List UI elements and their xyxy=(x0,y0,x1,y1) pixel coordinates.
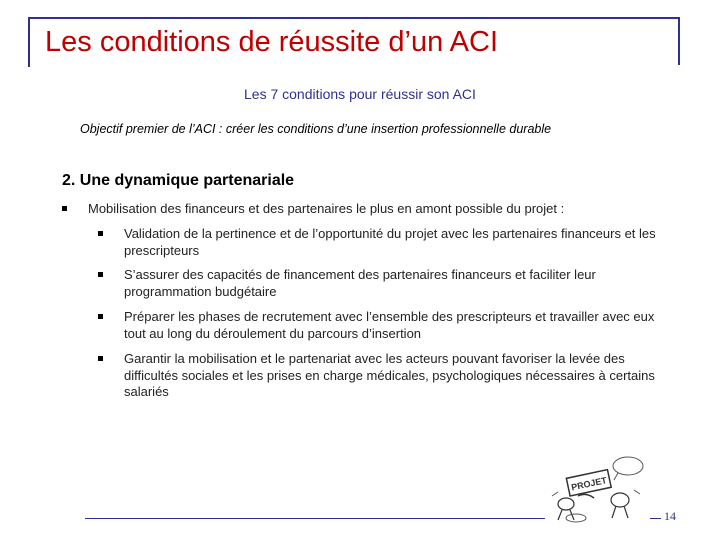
section-heading: 2. Une dynamique partenariale xyxy=(62,172,295,189)
square-bullet-icon xyxy=(98,272,103,277)
title-frame-left-border xyxy=(28,17,30,67)
square-bullet-icon xyxy=(98,314,103,319)
title-frame-top-border xyxy=(28,17,678,19)
title-frame-right-border xyxy=(678,17,680,65)
objective-statement: Objectif premier de l’ACI : créer les conditions d’une insertion professionnelle durable xyxy=(80,122,552,136)
main-bullet-text: Mobilisation des financeurs et des partenaires le plus en amont possible du projet : xyxy=(88,201,565,216)
footer-rule xyxy=(85,518,545,519)
page-number: 14 xyxy=(664,509,676,523)
square-bullet-icon xyxy=(62,206,67,211)
slide-title: Les conditions de réussite d’un ACI xyxy=(45,26,498,58)
square-bullet-icon xyxy=(98,231,103,236)
sub-bullet-text: Garantir la mobilisation et le partenariat avec les acteurs pouvant favoriser la levée des difficultés sociales et les prises en charge médicales, psychologiques nécessaires à certains salariés xyxy=(124,351,655,399)
sub-bullet-text: Validation de la pertinence et de l’opportunité du projet avec les partenaires financeurs et les prescripteurs xyxy=(124,226,656,258)
sub-bullet-text: S’assurer des capacités de financement des partenaires financeurs et faciliter leur programmation budgétaire xyxy=(124,267,596,299)
sub-bullet-text: Préparer les phases de recrutement avec l’ensemble des prescripteurs et travailler avec eux tout au long du déroulement du parcours d’insertion xyxy=(124,309,655,341)
square-bullet-icon xyxy=(98,356,103,361)
slide-subtitle: Les 7 conditions pour réussir son ACI xyxy=(244,86,476,102)
footer-dash xyxy=(650,518,661,519)
project-cartoon-illustration xyxy=(548,452,648,528)
cartoon-sign-text: PROJET xyxy=(570,475,608,493)
